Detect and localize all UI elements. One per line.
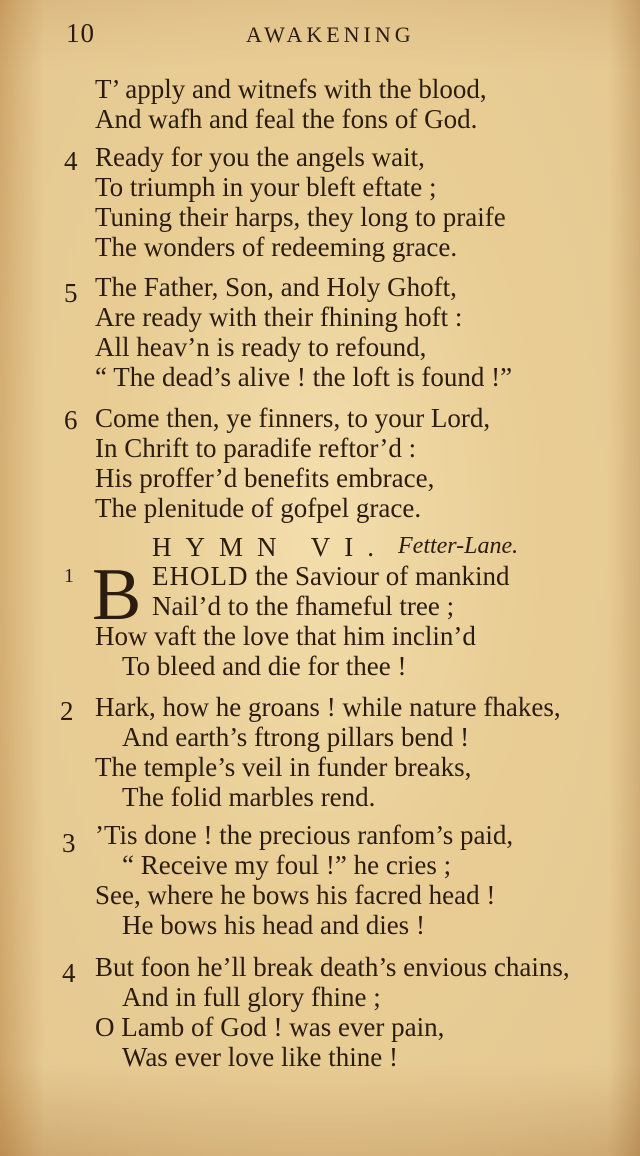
- verse-line: Was ever love like thine !: [122, 1042, 398, 1072]
- verse-line: His proffer’d benefits embrace,: [95, 463, 435, 493]
- verse-line: And in full glory fhine ;: [122, 982, 381, 1012]
- verse-line: Come then, ye finners, to your Lord,: [95, 403, 491, 433]
- verse-line: “ Receive my foul !” he cries ;: [122, 850, 452, 880]
- verse-line-first: [152, 563, 509, 590]
- first-word-rest: EHOLD: [152, 561, 249, 591]
- stanza-number: 3: [62, 828, 76, 858]
- page-header: [0, 16, 640, 52]
- verse-line: And earth’s ftrong pillars bend !: [122, 722, 470, 752]
- verse-line: To bleed and die for thee !: [122, 651, 407, 681]
- verse-line: The Father, Son, and Holy Ghoft,: [95, 272, 457, 302]
- verse-line: The wonders of redeeming grace.: [95, 232, 458, 262]
- hymn-tune: Fetter-Lane.: [398, 533, 519, 559]
- verse-line: The folid marbles rend.: [122, 782, 376, 812]
- verse-line: In Chrift to paradife reftor’d :: [95, 433, 417, 463]
- verse-line-text: the Saviour of mankind: [248, 561, 510, 591]
- verse-line: How vaft the love that him inclin’d: [95, 621, 476, 651]
- stanza-number: 4: [62, 958, 76, 988]
- verse-line: ’Tis done ! the precious ranfom’s paid,: [95, 820, 514, 850]
- verse-line: Tuning their harps, they long to praife: [95, 202, 506, 232]
- verse-line: He bows his head and dies !: [122, 910, 425, 940]
- verse-line: T’ apply and witnefs with the blood,: [95, 74, 487, 104]
- stanza-number: 2: [60, 696, 74, 726]
- verse-line: And wafh and feal the fons of God.: [95, 104, 478, 134]
- verse-line: The temple’s veil in funder breaks,: [95, 752, 472, 782]
- page-number: 10: [66, 18, 95, 48]
- verse-line: The plenitude of gofpel grace.: [95, 493, 422, 523]
- verse-line: O Lamb of God ! was ever pain,: [95, 1012, 445, 1042]
- verse-line: But foon he’ll break death’s envious chains,: [95, 952, 570, 982]
- verse-line: All heav’n is ready to refound,: [95, 332, 427, 362]
- verse-line: Hark, how he groans ! while nature fhakes,: [95, 692, 561, 722]
- verse-line: Nail’d to the fhameful tree ;: [152, 591, 455, 621]
- stanza-number: 1: [64, 565, 74, 587]
- hymn-title: HYMN VI.: [152, 532, 389, 562]
- stanza-number: 4: [64, 146, 78, 176]
- hymn-heading: [152, 532, 519, 563]
- verse-line: To triumph in your bleft eftate ;: [95, 172, 437, 202]
- stanza-number: 6: [64, 405, 78, 435]
- verse-line: “ The dead’s alive ! the loft is found !”: [95, 362, 513, 392]
- verse-line: See, where he bows his facred head !: [95, 880, 496, 910]
- verse-line: Are ready with their fhining hoft :: [95, 302, 463, 332]
- stanza-number: 5: [64, 278, 78, 308]
- drop-cap: B: [92, 554, 142, 636]
- running-title: AWAKENING: [246, 22, 415, 47]
- verse-line: Ready for you the angels wait,: [95, 142, 425, 172]
